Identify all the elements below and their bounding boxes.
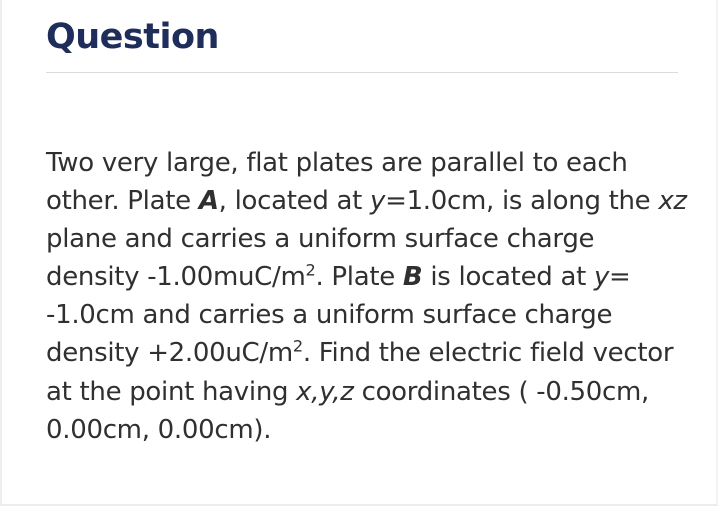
- text-segment: , located at: [218, 186, 370, 217]
- question-text-line: [46, 373, 686, 411]
- text-segment: . Find the electric field vector: [302, 338, 674, 369]
- question-text-line: [46, 220, 686, 258]
- question-text-line: [46, 258, 686, 296]
- variable-text: x,y,z: [296, 376, 354, 407]
- superscript-text: 2: [305, 260, 316, 280]
- question-text-line: [46, 182, 686, 220]
- text-segment: is located at: [422, 262, 594, 293]
- text-segment: density +2.00uC/m: [46, 338, 293, 369]
- question-text-line: [46, 144, 686, 182]
- text-segment: Two very large, flat plates are parallel to each: [46, 148, 628, 178]
- text-segment: coordinates ( -0.50cm,: [353, 376, 650, 407]
- text-segment: other. Plate: [46, 186, 199, 217]
- text-segment: density -1.00muC/m: [46, 262, 306, 293]
- question-heading: Question: [46, 17, 219, 57]
- text-segment: . Plate: [315, 262, 403, 293]
- text-segment: -1.0cm and carries a uniform surface charge: [46, 300, 613, 331]
- text-segment: =1.0cm, is along the: [385, 186, 659, 217]
- heading-divider: [46, 72, 678, 73]
- text-segment: at the point having: [46, 376, 297, 407]
- variable-text: xz: [658, 186, 687, 217]
- question-text: [46, 144, 686, 449]
- text-segment: 0.00cm, 0.00cm).: [46, 414, 272, 445]
- plate-label: B: [402, 262, 423, 293]
- superscript-text: 2: [292, 336, 303, 356]
- variable-text: y: [369, 186, 386, 217]
- variable-text: y: [593, 262, 610, 293]
- question-text-line: [46, 334, 686, 372]
- text-segment: plane and carries a uniform surface charge: [46, 224, 595, 255]
- plate-label: A: [198, 186, 219, 217]
- question-text-line: [46, 296, 686, 334]
- question-text-line: [46, 411, 686, 449]
- text-segment: =: [609, 262, 631, 293]
